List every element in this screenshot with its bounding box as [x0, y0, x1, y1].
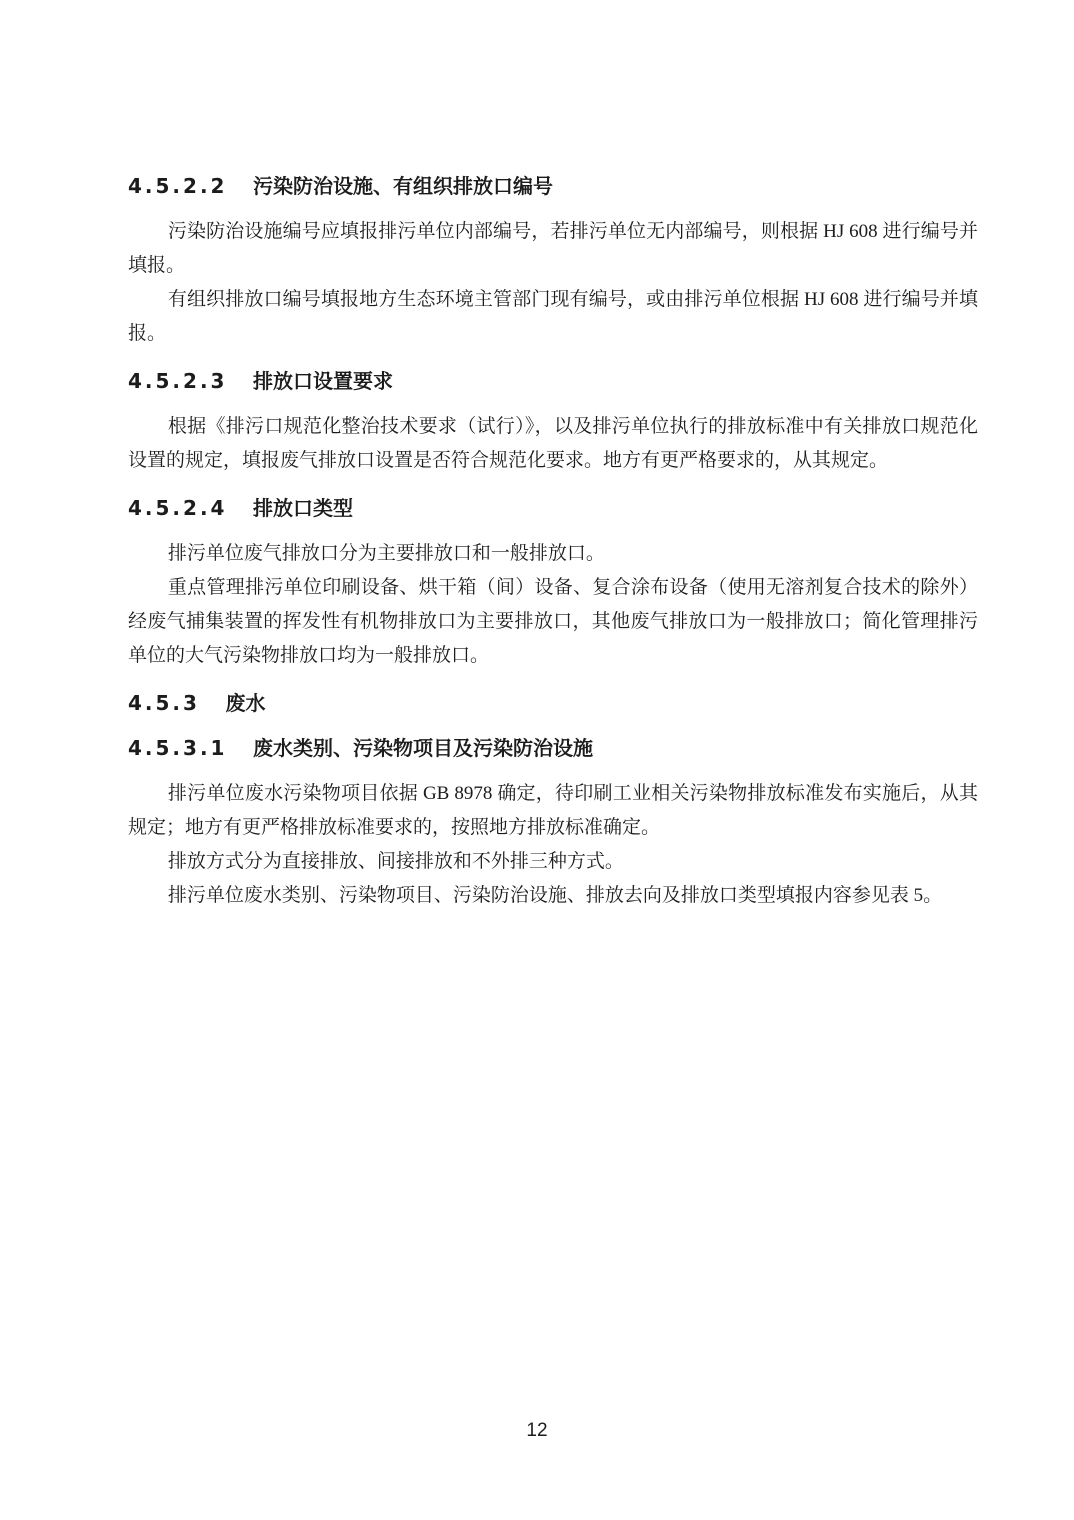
- section-number: 4.5.3: [128, 691, 200, 715]
- paragraph: 排污单位废水污染物项目依据 GB 8978 确定，待印刷工业相关污染物排放标准发布实施后，从其规定；地方有更严格排放标准要求的，按照地方排放标准确定。: [128, 783, 978, 838]
- document-content: [128, 0, 978, 913]
- paragraph: 有组织排放口编号填报地方生态环境主管部门现有编号，或由排污单位根据 HJ 608 进行编号并填报。: [128, 289, 978, 344]
- section-number: 4.5.2.3: [128, 369, 228, 393]
- paragraph: 排放方式分为直接排放、间接排放和不外排三种方式。: [167, 851, 624, 872]
- section-4-5-2-4: [128, 494, 978, 673]
- section-title: 污染防治设施、有组织排放口编号: [253, 176, 554, 198]
- page-footer: [0, 1420, 1074, 1442]
- section-heading: [128, 494, 978, 523]
- paragraph: 污染防治设施编号应填报排污单位内部编号，若排污单位无内部编号，则根据 HJ 608 进行编号并填报。: [128, 221, 978, 276]
- paragraph: 排污单位废气排放口分为主要排放口和一般排放口。: [167, 543, 605, 564]
- section-4-5-3-1: [128, 734, 978, 913]
- section-title: 排放口类型: [253, 498, 354, 520]
- section-heading: [128, 367, 978, 396]
- paragraph: 根据《排污口规范化整治技术要求（试行）》，以及排污单位执行的排放标准中有关排放口规范化设置的规定，填报废气排放口设置是否符合规范化要求。地方有更严格要求的，从其规定。: [128, 416, 978, 471]
- paragraph: 重点管理排污单位印刷设备、烘干箱（间）设备、复合涂布设备（使用无溶剂复合技术的除外）经废气捕集装置的挥发性有机物排放口为主要排放口，其他废气排放口为一般排放口；简化管理排污单位的大气污染物排放口均为一般排放口。: [128, 577, 978, 666]
- paragraph: 排污单位废水类别、污染物项目、污染防治设施、排放去向及排放口类型填报内容参见表 5。: [167, 885, 943, 906]
- section-heading: [128, 172, 978, 201]
- section-title: 废水: [225, 693, 266, 715]
- section-number: 4.5.3.1: [128, 736, 228, 760]
- section-heading: [128, 689, 978, 718]
- section-number: 4.5.2.2: [128, 174, 228, 198]
- section-heading: [128, 734, 978, 763]
- page-number: 12: [526, 1420, 548, 1441]
- section-4-5-3: [128, 689, 978, 718]
- section-4-5-2-3: [128, 367, 978, 478]
- section-4-5-2-2: [128, 172, 978, 351]
- section-title: 废水类别、污染物项目及污染防治设施: [253, 738, 594, 760]
- section-title: 排放口设置要求: [253, 371, 394, 393]
- section-number: 4.5.2.4: [128, 496, 228, 520]
